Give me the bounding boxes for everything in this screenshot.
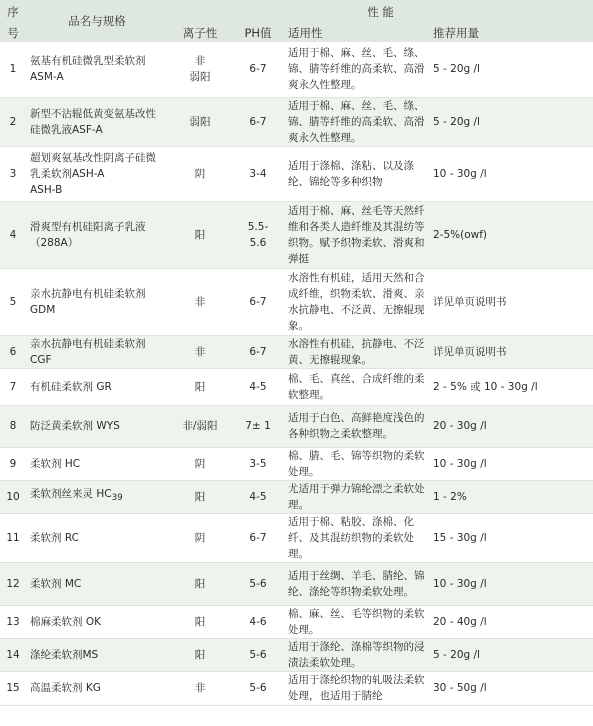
table-row xyxy=(0,513,593,562)
product-name: 亲水抗静电有机硅柔软剂 GDM xyxy=(26,268,168,335)
ph-value: 3-5 xyxy=(232,447,284,480)
row-number: 10 xyxy=(0,480,26,513)
row-number: 4 xyxy=(0,201,26,268)
table-row xyxy=(0,97,593,146)
recommended-dosage: 10 - 30g /l xyxy=(429,146,593,201)
ionic-type: 非/弱阳 xyxy=(168,405,232,447)
row-number: 7 xyxy=(0,368,26,405)
ionic-type: 弱阳 xyxy=(168,97,232,146)
header-no-top: 序 xyxy=(0,0,26,23)
recommended-dosage: 详见单页说明书 xyxy=(429,335,593,368)
table-row xyxy=(0,368,593,405)
row-number: 12 xyxy=(0,562,26,605)
recommended-dosage: 30 - 50g /l xyxy=(429,671,593,705)
ph-value: 6-7 xyxy=(232,97,284,146)
ionic-type: 阳 xyxy=(168,368,232,405)
name-subscript: 39 xyxy=(111,493,123,504)
row-number: 8 xyxy=(0,405,26,447)
row-number: 15 xyxy=(0,671,26,705)
ionic-type: 非 弱阳 xyxy=(168,42,232,97)
recommended-dosage: 2 - 5% 或 10 - 30g /l xyxy=(429,368,593,405)
table-row xyxy=(0,605,593,638)
application: 棉、毛、真丝、合成纤维的柔软整理。 xyxy=(284,368,429,405)
product-name: 柔软剂 RC xyxy=(26,513,168,562)
header-ph: PH值 xyxy=(232,23,284,42)
header-no-bottom: 号 xyxy=(0,23,26,42)
ph-value: 5-6 xyxy=(232,562,284,605)
ionic-type: 阴 xyxy=(168,513,232,562)
application: 适用于涤棉、涤粘、以及涤纶、锦纶等多种织物 xyxy=(284,146,429,201)
ph-value: 6-7 xyxy=(232,268,284,335)
ph-value: 4-6 xyxy=(232,605,284,638)
table-row xyxy=(0,480,593,513)
row-number: 5 xyxy=(0,268,26,335)
ph-value: 6-7 xyxy=(232,513,284,562)
row-number: 1 xyxy=(0,42,26,97)
recommended-dosage: 20 - 30g /l xyxy=(429,405,593,447)
ionic-type: 阳 xyxy=(168,562,232,605)
product-name: 超划爽氨基改性阴离子硅微乳柔软剂ASH-A ASH-B xyxy=(26,146,168,201)
application: 适用于棉、麻、丝毛等天然纤维和各类人造纤维及其混纺等织物。赋予织物柔软、滑爽和弹挺 xyxy=(284,201,429,268)
product-name: 防泛黄柔软剂 WYS xyxy=(26,405,168,447)
ph-value: 4-5 xyxy=(232,368,284,405)
ph-value: 5-6 xyxy=(232,638,284,671)
table-row xyxy=(0,447,593,480)
recommended-dosage: 1 - 2% xyxy=(429,480,593,513)
application: 水溶性有机硅，适用天然和合成纤维，织物柔软、滑爽、亲水抗静电、不泛黄、无擦辊现象。 xyxy=(284,268,429,335)
ionic-type: 非 xyxy=(168,671,232,705)
row-number: 6 xyxy=(0,335,26,368)
ionic-type: 阴 xyxy=(168,146,232,201)
header-application: 适用性 xyxy=(284,23,429,42)
application: 水溶性有机硅，抗静电、不泛黄、无擦辊现象。 xyxy=(284,335,429,368)
ph-value: 7± 1 xyxy=(232,405,284,447)
application: 适用于棉、麻、丝、毛、绦、锦、腈等纤维的高柔软、高滑爽永久性整理。 xyxy=(284,97,429,146)
product-name: 柔软剂 MC xyxy=(26,562,168,605)
table-row xyxy=(0,42,593,97)
table-row xyxy=(0,201,593,268)
application: 适用于棉、麻、丝、毛、绦、锦、腈等纤维的高柔软、高滑爽永久性整理。 xyxy=(284,42,429,97)
recommended-dosage: 10 - 30g /l xyxy=(429,447,593,480)
ionic-type: 阳 xyxy=(168,480,232,513)
product-name: 柔软剂 HC xyxy=(26,447,168,480)
header-ionic: 离子性 xyxy=(168,23,232,42)
table-row xyxy=(0,335,593,368)
ph-value: 3-4 xyxy=(232,146,284,201)
recommended-dosage: 2-5%(owf) xyxy=(429,201,593,268)
ionic-type: 非 xyxy=(168,335,232,368)
ionic-type: 阳 xyxy=(168,605,232,638)
application: 棉、腈、毛、锦等织物的柔软处理。 xyxy=(284,447,429,480)
product-name: 有机硅柔软剂 GR xyxy=(26,368,168,405)
product-name: 高温柔软剂 KG xyxy=(26,671,168,705)
row-number: 9 xyxy=(0,447,26,480)
header-name: 品名与规格 xyxy=(26,0,168,42)
ionic-type: 阳 xyxy=(168,201,232,268)
recommended-dosage: 20 - 40g /l xyxy=(429,605,593,638)
product-name: 滑爽型有机硅阳离子乳液（288A） xyxy=(26,201,168,268)
application: 棉、麻、丝、毛等织物的柔软处理。 xyxy=(284,605,429,638)
table-row xyxy=(0,671,593,705)
recommended-dosage: 15 - 30g /l xyxy=(429,513,593,562)
ph-value: 5-6 xyxy=(232,671,284,705)
row-number: 2 xyxy=(0,97,26,146)
ionic-type: 阳 xyxy=(168,638,232,671)
table-row xyxy=(0,638,593,671)
application: 适用于涤纶、涤棉等织物的浸渍法柔软处理。 xyxy=(284,638,429,671)
product-name: 新型不沾辊低黄变氨基改性硅微乳液ASF-A xyxy=(26,97,168,146)
ph-value: 4-5 xyxy=(232,480,284,513)
recommended-dosage: 详见单页说明书 xyxy=(429,268,593,335)
table-row xyxy=(0,562,593,605)
row-number: 14 xyxy=(0,638,26,671)
product-name: 棉麻柔软剂 OK xyxy=(26,605,168,638)
product-name: 涤纶柔软剂MS xyxy=(26,638,168,671)
application: 适用于棉、粘胶、涤棉、化纤、及其混纺织物的柔软处理。 xyxy=(284,513,429,562)
table-row xyxy=(0,268,593,335)
header-performance: 性 能 xyxy=(168,0,593,23)
recommended-dosage: 5 - 20g /l xyxy=(429,42,593,97)
recommended-dosage: 5 - 20g /l xyxy=(429,638,593,671)
application: 适用于涤纶织物的轧吸法柔软处理，也适用于腈纶 xyxy=(284,671,429,705)
row-number: 11 xyxy=(0,513,26,562)
product-name: 氨基有机硅微乳型柔软剂ASM-A xyxy=(26,42,168,97)
header-dosage: 推荐用量 xyxy=(429,23,593,42)
table-row xyxy=(0,405,593,447)
ph-value: 5.5- 5.6 xyxy=(232,201,284,268)
ionic-type: 阴 xyxy=(168,447,232,480)
ph-value: 6-7 xyxy=(232,335,284,368)
recommended-dosage: 5 - 20g /l xyxy=(429,97,593,146)
row-number: 3 xyxy=(0,146,26,201)
product-name: 柔软剂丝来灵 $HC_{39}$ xyxy=(26,480,168,513)
application: 适用于丝绸、羊毛、腈纶、锦纶、涤纶等织物柔软处理。 xyxy=(284,562,429,605)
recommended-dosage: 10 - 30g /l xyxy=(429,562,593,605)
application: 适用于白色、高鲜艳度浅色的各种织物之柔软整理。 xyxy=(284,405,429,447)
table-row xyxy=(0,146,593,201)
ph-value: 6-7 xyxy=(232,42,284,97)
product-name: 亲水抗静电有机硅柔软剂 CGF xyxy=(26,335,168,368)
row-number: 13 xyxy=(0,605,26,638)
ionic-type: 非 xyxy=(168,268,232,335)
application: 尤适用于弹力锦纶漂之柔软处理。 xyxy=(284,480,429,513)
